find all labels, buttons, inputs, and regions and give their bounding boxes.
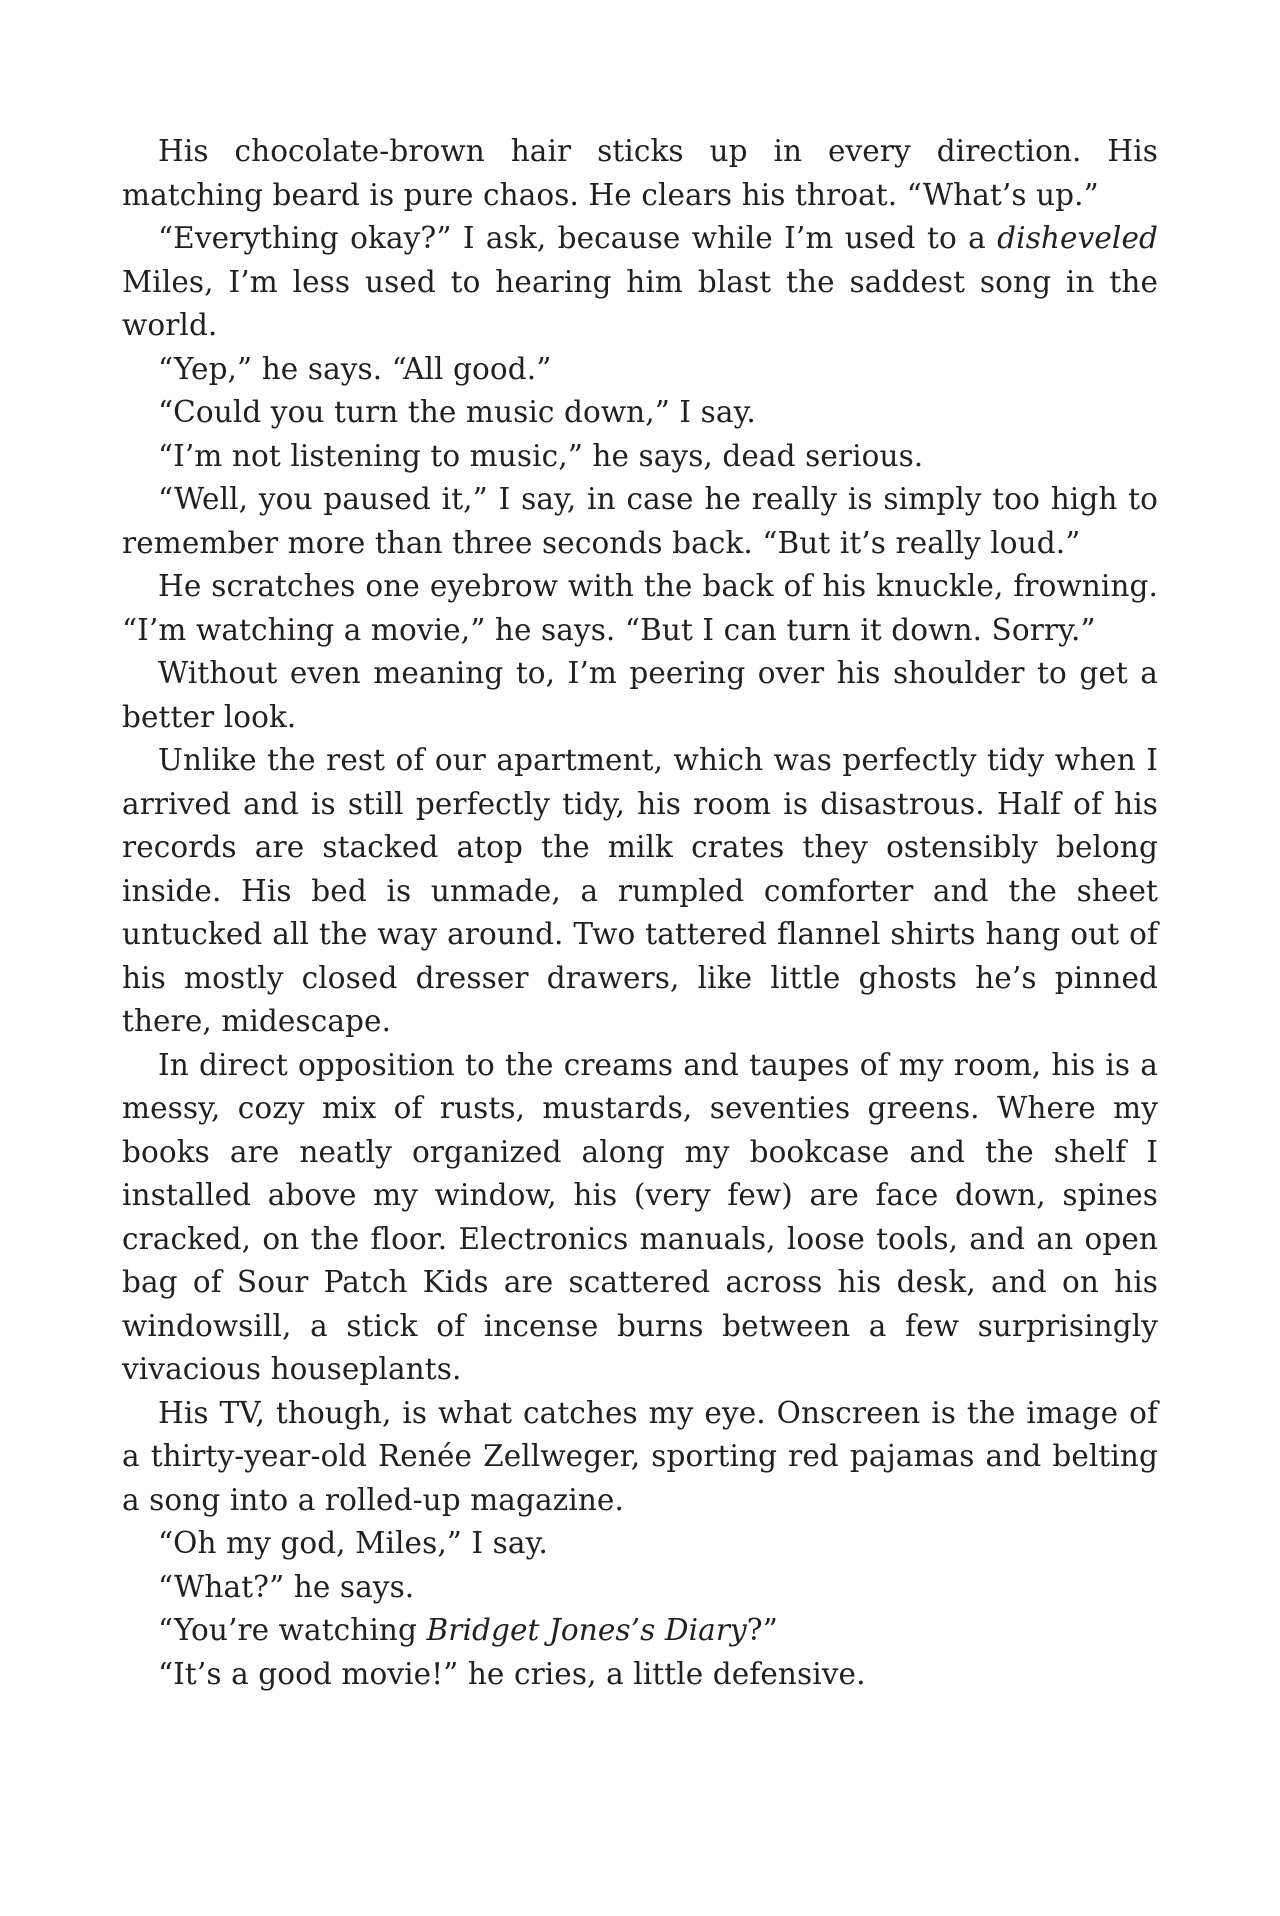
text-run: “What?” he says. (158, 1569, 415, 1604)
paragraph (122, 739, 1158, 1044)
paragraph (122, 348, 1158, 392)
text-run: “You’re watching (158, 1613, 427, 1647)
text-run: “Oh my god, Miles,” I say. (158, 1526, 548, 1560)
text-run: His chocolate-brown hair sticks up in every direction. His matching beard is pure chaos. He clears his throat. “What’s up.” (122, 134, 1158, 212)
text-run: His TV, though, is what catches my eye. Onscreen is the image of a thirty-year-old Renée Zellweger, sporting red pajamas and belting a song into a rolled-up magazine. (122, 1395, 1158, 1517)
text-run: “Everything okay?” I ask, because while I’m used to a (158, 221, 998, 255)
text-run: Miles, I’m less used to hearing him blast the saddest song in the world. (122, 264, 1158, 342)
paragraph (122, 1566, 1158, 1610)
paragraph (122, 652, 1158, 739)
paragraph (122, 1392, 1158, 1523)
italic-text: disheveled (997, 221, 1158, 255)
paragraph (122, 565, 1158, 652)
text-run: In direct opposition to the creams and taupes of my room, his is a messy, cozy mix of rusts, mustards, seventies greens. Where my books are neatly organized along my bookcase and the shelf I installed above my window, his (very few) are face down, spines cracked, on the floor. Electronics manuals, loose tools, and an open bag of Sour Patch Kids are scattered across his desk, and on his windowsill, a stick of incense burns between a few surprisingly vivacious houseplants. (122, 1047, 1158, 1386)
paragraph (122, 130, 1158, 217)
text-run: Unlike the rest of our apartment, which was perfectly tidy when I arrived and is still perfectly tidy, his room is disastrous. Half of his records are stacked atop the milk crates they ostensibly belong inside. His bed is unmade, a rumpled comforter and the sheet untucked all the way around. Two tattered flannel shirts hang out of his mostly closed dresser drawers, like little ghosts he’s pinned there, midescape. (122, 743, 1158, 1038)
text-run: “Well, you paused it,” I say, in case he really is simply too high to remember more than three seconds back. “But it’s really loud.” (122, 482, 1158, 560)
text-run: “Yep,” he says. “All good.” (158, 351, 552, 386)
text-run: “It’s a good movie!” he cries, a little defensive. (158, 1656, 866, 1691)
paragraph (122, 1609, 1158, 1653)
book-page (122, 130, 1158, 1696)
text-run: ?” (746, 1613, 778, 1647)
body-text (122, 130, 1158, 1696)
paragraph (122, 435, 1158, 479)
text-run: “I’m not listening to music,” he says, dead serious. (158, 438, 924, 473)
italic-text: Bridget Jones’s Diary (426, 1613, 747, 1647)
paragraph (122, 1653, 1158, 1697)
text-run: Without even meaning to, I’m peering over his shoulder to get a better look. (122, 656, 1158, 734)
paragraph (122, 217, 1158, 348)
paragraph (122, 478, 1158, 565)
text-run: “Could you turn the music down,” I say. (158, 395, 756, 429)
paragraph (122, 391, 1158, 435)
paragraph (122, 1522, 1158, 1566)
paragraph (122, 1044, 1158, 1392)
text-run: He scratches one eyebrow with the back of his knuckle, frowning. “I’m watching a movie,” he says. “But I can turn it down. Sorry.” (122, 569, 1158, 647)
